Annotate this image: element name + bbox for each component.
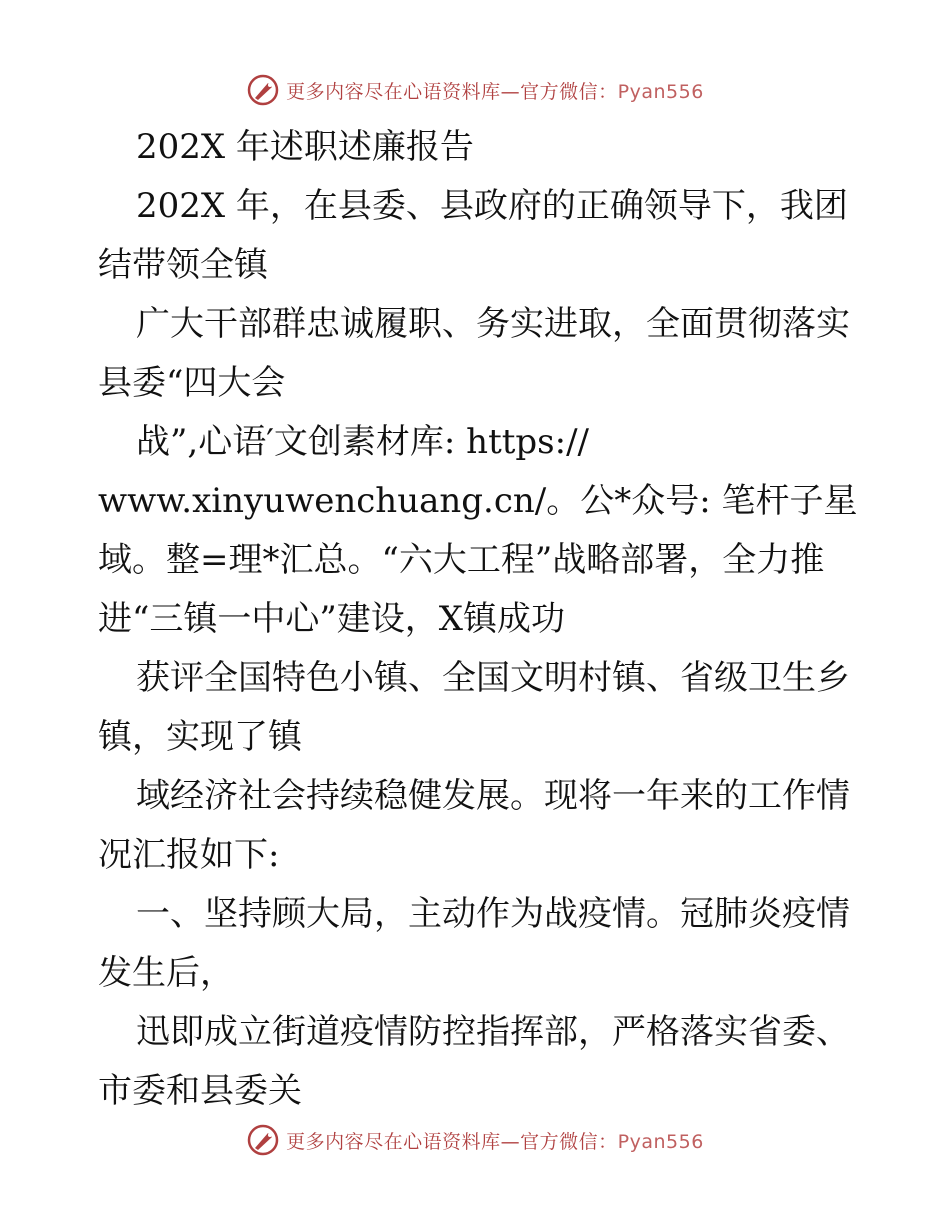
banner-wechat-id: Pyan556 (617, 80, 704, 103)
banner-text: 更多内容尽在心语资料库—官方微信： (286, 1130, 618, 1153)
pen-nib-logo-icon (246, 1123, 280, 1157)
document-title: 202X 年述职述廉报告 (136, 127, 474, 167)
text-line: 镇，实现了镇 (98, 717, 302, 757)
footer-watermark-banner (0, 1120, 950, 1160)
text-line: 发生后， (98, 953, 234, 993)
text-line: 广大干部群忠诚履职、务实进取，全面贯彻落实 (136, 304, 850, 344)
text-line: 结带领全镇 (98, 245, 268, 285)
text-line: 域。整=理*汇总。“六大工程”战略部署，全力推 (98, 540, 825, 580)
text-line: 获评全国特色小镇、全国文明村镇、省级卫生乡 (136, 658, 850, 698)
text-line: 进“三镇一中心”建设，X镇成功 (98, 599, 565, 639)
document-body (98, 118, 858, 1121)
text-line: 县委“四大会 (98, 363, 286, 403)
text-line: 市委和县委关 (98, 1071, 302, 1111)
header-watermark-banner (0, 70, 950, 110)
text-line: 迅即成立街道疫情防控指挥部，严格落实省委、 (136, 1012, 850, 1052)
text-line: 战”,心语′文创素材库: https:// (136, 422, 589, 462)
text-line: 202X 年，在县委、县政府的正确领导下，我团 (136, 186, 848, 226)
text-line: 一、坚持顾大局，主动作为战疫情。冠肺炎疫情 (136, 894, 850, 934)
banner-text: 更多内容尽在心语资料库—官方微信： (286, 80, 618, 103)
text-line: www.xinyuwenchuang.cn/。公*众号: 笔杆子星 (98, 481, 858, 521)
text-line: 况汇报如下: (98, 835, 280, 875)
banner-wechat-id: Pyan556 (617, 1130, 704, 1153)
pen-nib-logo-icon (246, 73, 280, 107)
text-line: 域经济社会持续稳健发展。现将一年来的工作情 (136, 776, 850, 816)
